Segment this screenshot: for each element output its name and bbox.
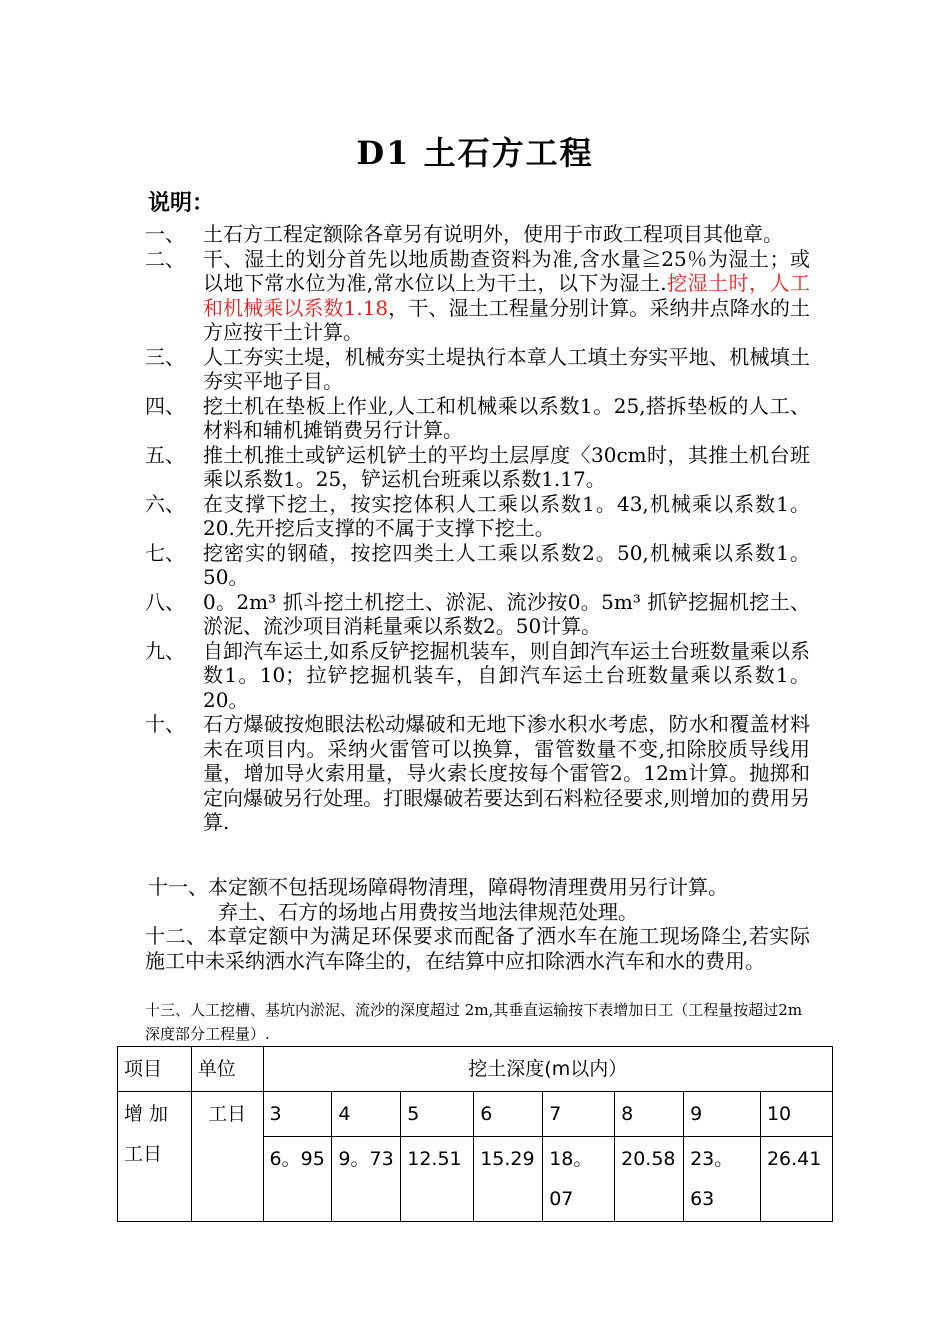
item-text: 石方爆破按炮眼法松动爆破和无地下渗水积水考虑，防水和覆盖材料未在项目内。采纳火雷管可以换算，雷管数量不变,扣除胶质导线用量，增加导火索用量，导火索长度按每个雷管2。12m计算。抛掷和定向爆破另行处理。打眼爆破若要达到石料粒径要求,则增加的费用另算. [203, 712, 810, 834]
item-number: 五、 [145, 442, 185, 467]
list-item [145, 590, 810, 639]
item-text: 自卸汽车运土,如系反铲挖掘机装车，则自卸汽车运土台班数量乘以系数1。10；拉铲挖掘机装车，自卸汽车运土台班数量乘以系数1。20。 [203, 638, 810, 712]
depth-cell: 8 [615, 1092, 684, 1137]
list-item [145, 712, 810, 835]
depth-cell: 3 [263, 1092, 332, 1137]
item-text: 0。2m³ 抓斗挖土机挖土、淤泥、流沙按0。5m³ 抓铲挖掘机挖土、淤泥、流沙项目消耗量乘以系数2。50计算。 [203, 589, 810, 638]
page-title: D1 土石方工程 [356, 134, 594, 172]
depth-cell: 5 [401, 1092, 474, 1137]
row-label: 增 加 工日 [118, 1092, 192, 1222]
item-number: 九、 [145, 638, 185, 663]
header-item: 项目 [118, 1047, 192, 1092]
item-text: 推土机推土或铲运机铲土的平均土层厚度〈30cm时，其推土机台班乘以系数1。25，铲运机台班乘以系数1.17。 [203, 442, 810, 491]
item-twelve: 十二、本章定额中为满足环保要求而配备了洒水车在施工现场降尘,若实际施工中未采纳洒水汽车降尘的，在结算中应扣除洒水汽车和水的费用。 [145, 924, 810, 973]
item-text: 挖土机在垫板上作业,人工和机械乘以系数1。25,搭拆垫板的人工、材料和辅机摊销费另行计算。 [203, 393, 810, 442]
item-thirteen: 十三、人工挖槽、基坑内淤泥、流沙的深度超过 2m,其垂直运输按下表增加日工（工程量按超过2m深度部分工程量）. [145, 1001, 803, 1043]
list-item [145, 247, 810, 345]
list-item [145, 443, 810, 492]
item-number: 七、 [145, 540, 185, 565]
item-eleven-line1: 十一、本定额不包括现场障碍物清理，障碍物清理费用另行计算。 [148, 875, 728, 899]
depth-cell: 10 [760, 1092, 832, 1137]
row-unit: 工日 [191, 1092, 263, 1222]
depth-cell: 4 [332, 1092, 401, 1137]
section-heading: 说明： [148, 190, 215, 216]
value-cell: 18。07 [543, 1137, 615, 1222]
list-item [145, 541, 810, 590]
item-text: 土石方工程定额除各章另有说明外，使用于市政工程项目其他章。 [203, 222, 783, 246]
highlight-text: 挖湿土时，人工和机械乘以系数1.18 [203, 271, 811, 320]
item-number: 八、 [145, 589, 185, 614]
item-text: 在支撑下挖土，按实挖体积人工乘以系数1。43,机械乘以系数1。20.先开挖后支撑的不属于支撑下挖土。 [203, 491, 810, 540]
list-item [145, 639, 810, 713]
depth-cell: 9 [684, 1092, 761, 1137]
value-cell: 20.58 [615, 1137, 684, 1222]
depth-cell: 6 [474, 1092, 543, 1137]
item-number: 一、 [145, 222, 185, 246]
value-cell: 26.41 [760, 1137, 832, 1222]
list-item [145, 222, 810, 247]
item-number: 十、 [145, 712, 185, 736]
depth-cell: 7 [543, 1092, 615, 1137]
list-item [145, 345, 810, 394]
table-header-row [118, 1047, 833, 1092]
header-depth: 挖土深度(m以内） [263, 1047, 832, 1092]
value-cell: 23。63 [684, 1137, 761, 1222]
value-cell: 9。73 [332, 1137, 401, 1222]
list-item [145, 492, 810, 541]
item-number: 六、 [145, 491, 185, 516]
item-text: 挖密实的钢碴，按挖四类土人工乘以系数2。50,机械乘以系数1。50。 [203, 540, 810, 589]
list-item [145, 394, 810, 443]
table-row [118, 1092, 833, 1137]
item-number: 三、 [145, 344, 185, 369]
item-eleven [148, 875, 808, 924]
item-eleven-line2: 弃土、石方的场地占用费按当地法律规范处理。 [218, 899, 638, 924]
header-unit: 单位 [191, 1047, 263, 1092]
item-text: 干、湿土的划分首先以地质勘查资料为准,含水量≧25％为湿土；或以地下常水位为准,常水位以上为干土，以下为湿土.挖湿土时，人工和机械乘以系数1.18，干、湿土工程量分别计算。采纳井点降水的土方应按干土计算。 [203, 246, 811, 344]
notes-list [145, 222, 810, 835]
depth-table [117, 1046, 833, 1222]
item-number: 四、 [145, 393, 185, 418]
value-cell: 6。95 [263, 1137, 332, 1222]
value-cell: 15.29 [474, 1137, 543, 1222]
item-number: 二、 [145, 246, 185, 271]
item-text: 人工夯实土堤，机械夯实土堤执行本章人工填土夯实平地、机械填土夯实平地子目。 [203, 344, 810, 393]
value-cell: 12.51 [401, 1137, 474, 1222]
